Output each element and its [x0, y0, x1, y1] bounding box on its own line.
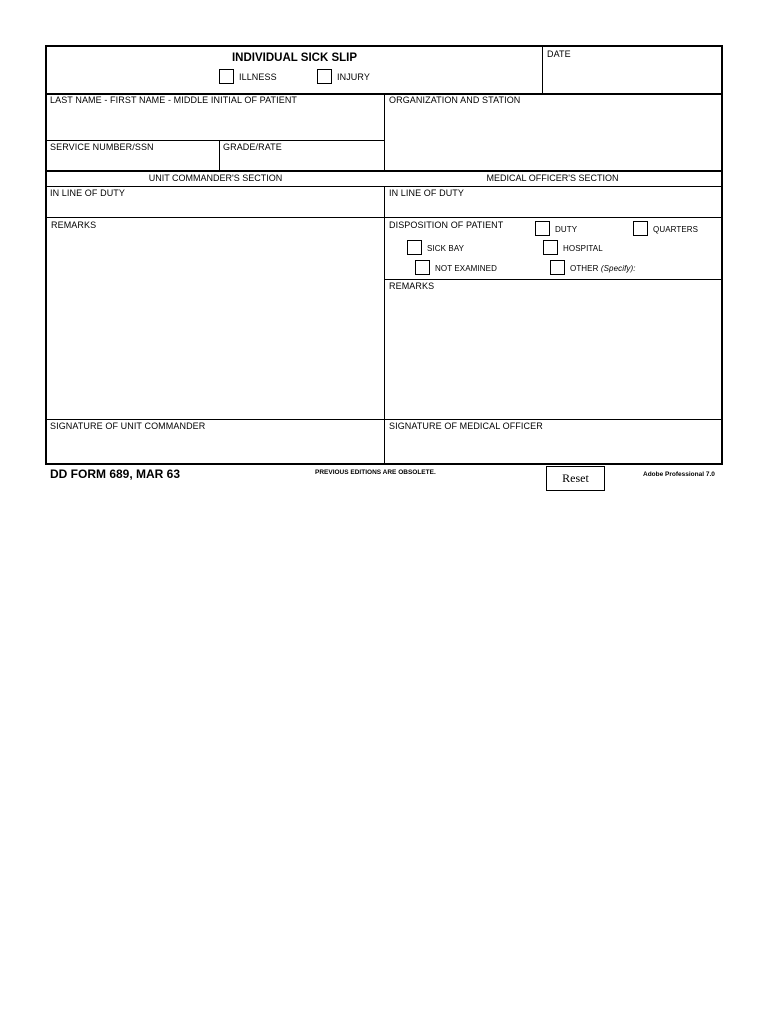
quarters-checkbox[interactable] [633, 221, 648, 236]
injury-checkbox[interactable] [317, 69, 332, 84]
form-number: DD FORM 689, MAR 63 [50, 467, 181, 481]
sick-slip-form [45, 45, 723, 465]
organization-label: ORGANIZATION AND STATION [389, 95, 521, 105]
divider-grade [219, 140, 220, 170]
not-examined-checkbox[interactable] [415, 260, 430, 275]
injury-label: INJURY [337, 72, 370, 82]
unit-remarks-field[interactable] [49, 232, 382, 417]
form-title: INDIVIDUAL SICK SLIP [231, 52, 358, 64]
divider-date [542, 47, 543, 93]
divider-sections [47, 170, 721, 172]
other-checkbox[interactable] [550, 260, 565, 275]
grade-field[interactable] [222, 153, 382, 169]
medical-line-of-duty-field[interactable] [387, 199, 719, 215]
unit-section-title: UNIT COMMANDER'S SECTION [148, 173, 283, 183]
medical-line-of-duty-label: IN LINE OF DUTY [389, 188, 465, 198]
patient-name-label: LAST NAME - FIRST NAME - MIDDLE INITIAL OF PATIENT [50, 95, 298, 105]
medical-signature-label: SIGNATURE OF MEDICAL OFFICER [389, 421, 543, 431]
hospital-label: HOSPITAL [563, 244, 603, 253]
grade-label: GRADE/RATE [223, 142, 282, 152]
disposition-label: DISPOSITION OF PATIENT [389, 220, 504, 230]
other-label [570, 264, 636, 273]
divider-disposition [384, 279, 721, 280]
divider-service [47, 140, 384, 141]
unit-signature-label: SIGNATURE OF UNIT COMMANDER [50, 421, 206, 431]
sick-bay-checkbox[interactable] [407, 240, 422, 255]
duty-label: DUTY [555, 225, 578, 234]
duty-checkbox[interactable] [535, 221, 550, 236]
unit-remarks-label: REMARKS [51, 220, 97, 230]
divider-columns [384, 186, 385, 465]
sick-bay-label: SICK BAY [427, 244, 465, 253]
other-text: OTHER [570, 264, 599, 273]
medical-signature-field[interactable] [387, 433, 719, 463]
producer-note: Adobe Professional 7.0 [643, 471, 715, 478]
unit-line-of-duty-label: IN LINE OF DUTY [50, 188, 126, 198]
date-field[interactable] [544, 61, 719, 91]
editions-note: PREVIOUS EDITIONS ARE OBSOLETE. [315, 469, 436, 476]
reset-button[interactable]: Reset [546, 466, 605, 491]
unit-signature-field[interactable] [49, 433, 382, 463]
medical-remarks-label: REMARKS [389, 281, 435, 291]
service-number-field[interactable] [49, 153, 217, 169]
other-specify: (Specify): [600, 264, 636, 273]
hospital-checkbox[interactable] [543, 240, 558, 255]
illness-checkbox[interactable] [219, 69, 234, 84]
patient-name-field[interactable] [49, 107, 382, 138]
medical-section-title: MEDICAL OFFICER'S SECTION [486, 173, 619, 183]
not-examined-label: NOT EXAMINED [435, 264, 497, 273]
quarters-label: QUARTERS [653, 225, 699, 234]
divider-org [384, 93, 385, 170]
medical-remarks-field[interactable] [387, 293, 719, 417]
organization-field[interactable] [387, 107, 719, 168]
service-number-label: SERVICE NUMBER/SSN [50, 142, 154, 152]
unit-line-of-duty-field[interactable] [49, 199, 382, 215]
date-label: DATE [547, 49, 571, 59]
illness-label: ILLNESS [239, 72, 277, 82]
